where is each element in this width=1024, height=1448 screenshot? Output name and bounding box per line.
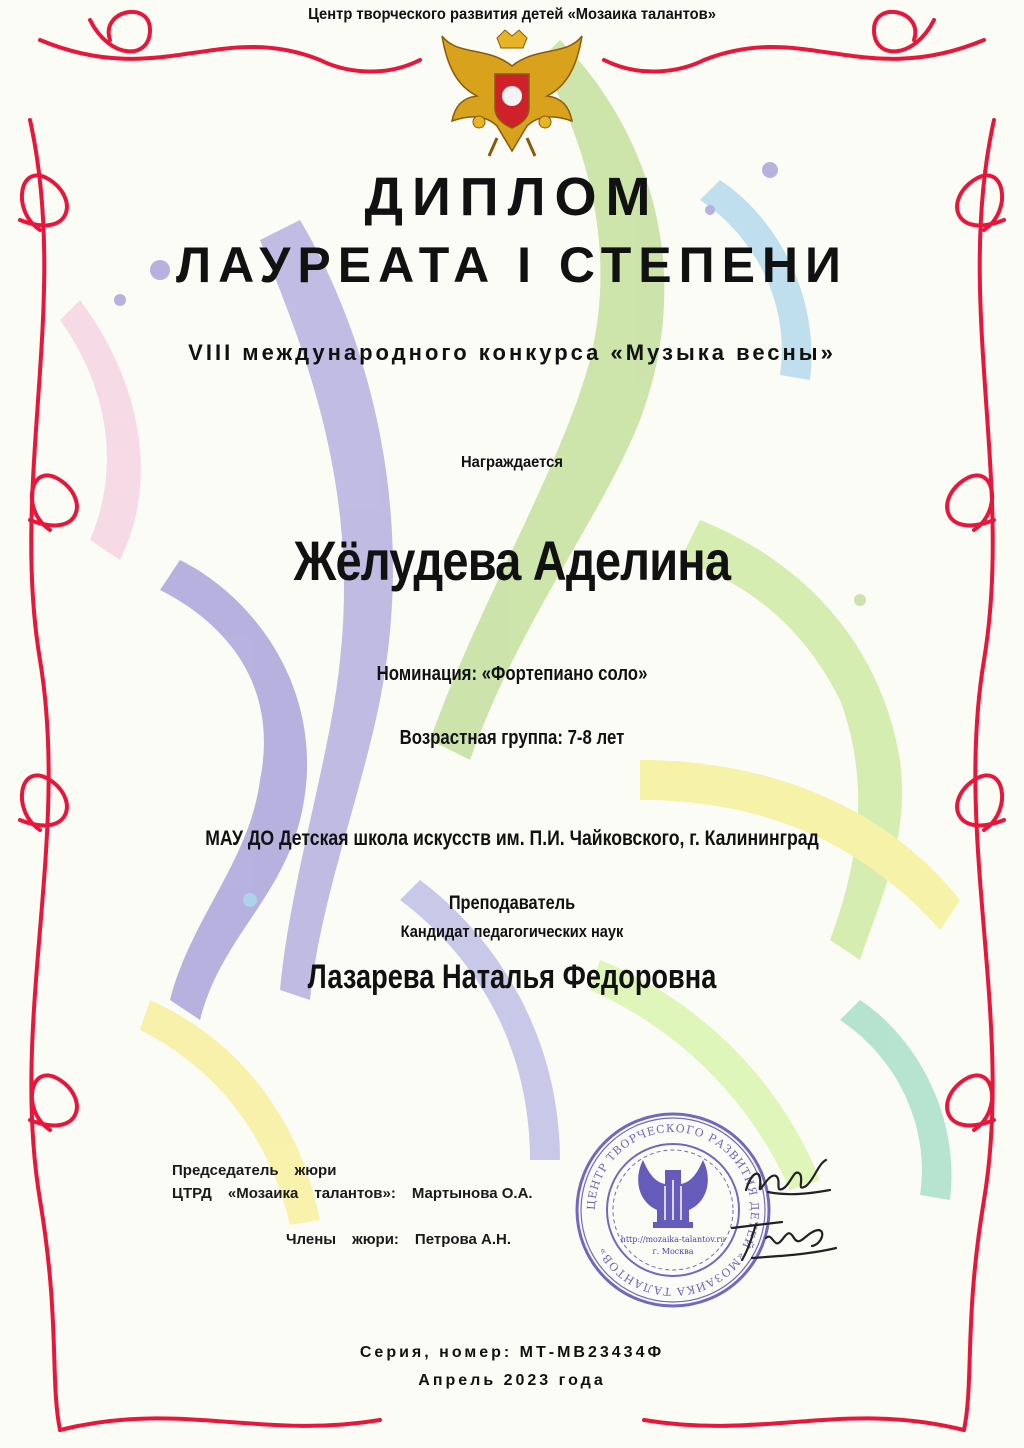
stamp-url: http://mozaika-talantov.ru xyxy=(620,1235,726,1244)
jury-chair-line1 xyxy=(172,1162,336,1179)
laureate-degree-title: ЛАУРЕАТА I СТЕПЕНИ xyxy=(176,237,848,293)
jury-chair-word: Председатель xyxy=(172,1162,279,1179)
nomination: Номинация: «Фортепиано соло» xyxy=(376,663,648,685)
jury-members-line xyxy=(286,1231,511,1248)
chair-signature xyxy=(738,1150,838,1210)
jury-chair-org: «Мозаика xyxy=(227,1185,299,1202)
jury-member-name: Петрова А.Н. xyxy=(414,1231,512,1248)
jury-chair-name: Мартынова О.А. xyxy=(411,1185,533,1202)
recipient-name: Жёлудева Аделина xyxy=(293,529,731,592)
stamp-city: г. Москва xyxy=(652,1247,694,1256)
jury-chair-line2 xyxy=(172,1185,533,1202)
teacher-name: Лазарева Наталья Федоровна xyxy=(307,958,717,996)
teacher-degree: Кандидат педагогических наук xyxy=(400,922,624,941)
jury-members-word: жюри: xyxy=(352,1231,399,1248)
organization-name: Центр творческого развития детей «Мозаика талантов» xyxy=(308,6,716,23)
contest-name: VIII международного конкурса «Музыка весны» xyxy=(188,340,836,365)
diploma-title: ДИПЛОМ xyxy=(364,167,660,227)
jury-members-word: Члены xyxy=(286,1231,337,1248)
awarded-label: Награждается xyxy=(461,454,563,471)
serial-number: Серия, номер: МТ-МВ23434Ф xyxy=(359,1344,665,1361)
issue-date: Апрель 2023 года xyxy=(418,1372,606,1389)
lyre-icon xyxy=(638,1160,708,1228)
member-signature xyxy=(722,1208,842,1268)
age-group: Возрастная группа: 7-8 лет xyxy=(399,727,625,749)
stamp-ring-text: ЦЕНТР ТВОРЧЕСКОГО РАЗВИТИЯ ДЕТЕЙ «МОЗАИКА ТАЛАНТОВ» xyxy=(584,1121,762,1299)
jury-chair-word: жюри xyxy=(294,1162,337,1179)
jury-chair-org: ЦТРД xyxy=(172,1185,212,1202)
school-name: МАУ ДО Детская школа искусств им. П.И. Чайковского, г. Калининград xyxy=(205,827,819,850)
jury-chair-org: талантов»: xyxy=(314,1185,396,1202)
teacher-label: Преподаватель xyxy=(448,893,576,914)
coat-of-arms-icon xyxy=(437,26,587,162)
